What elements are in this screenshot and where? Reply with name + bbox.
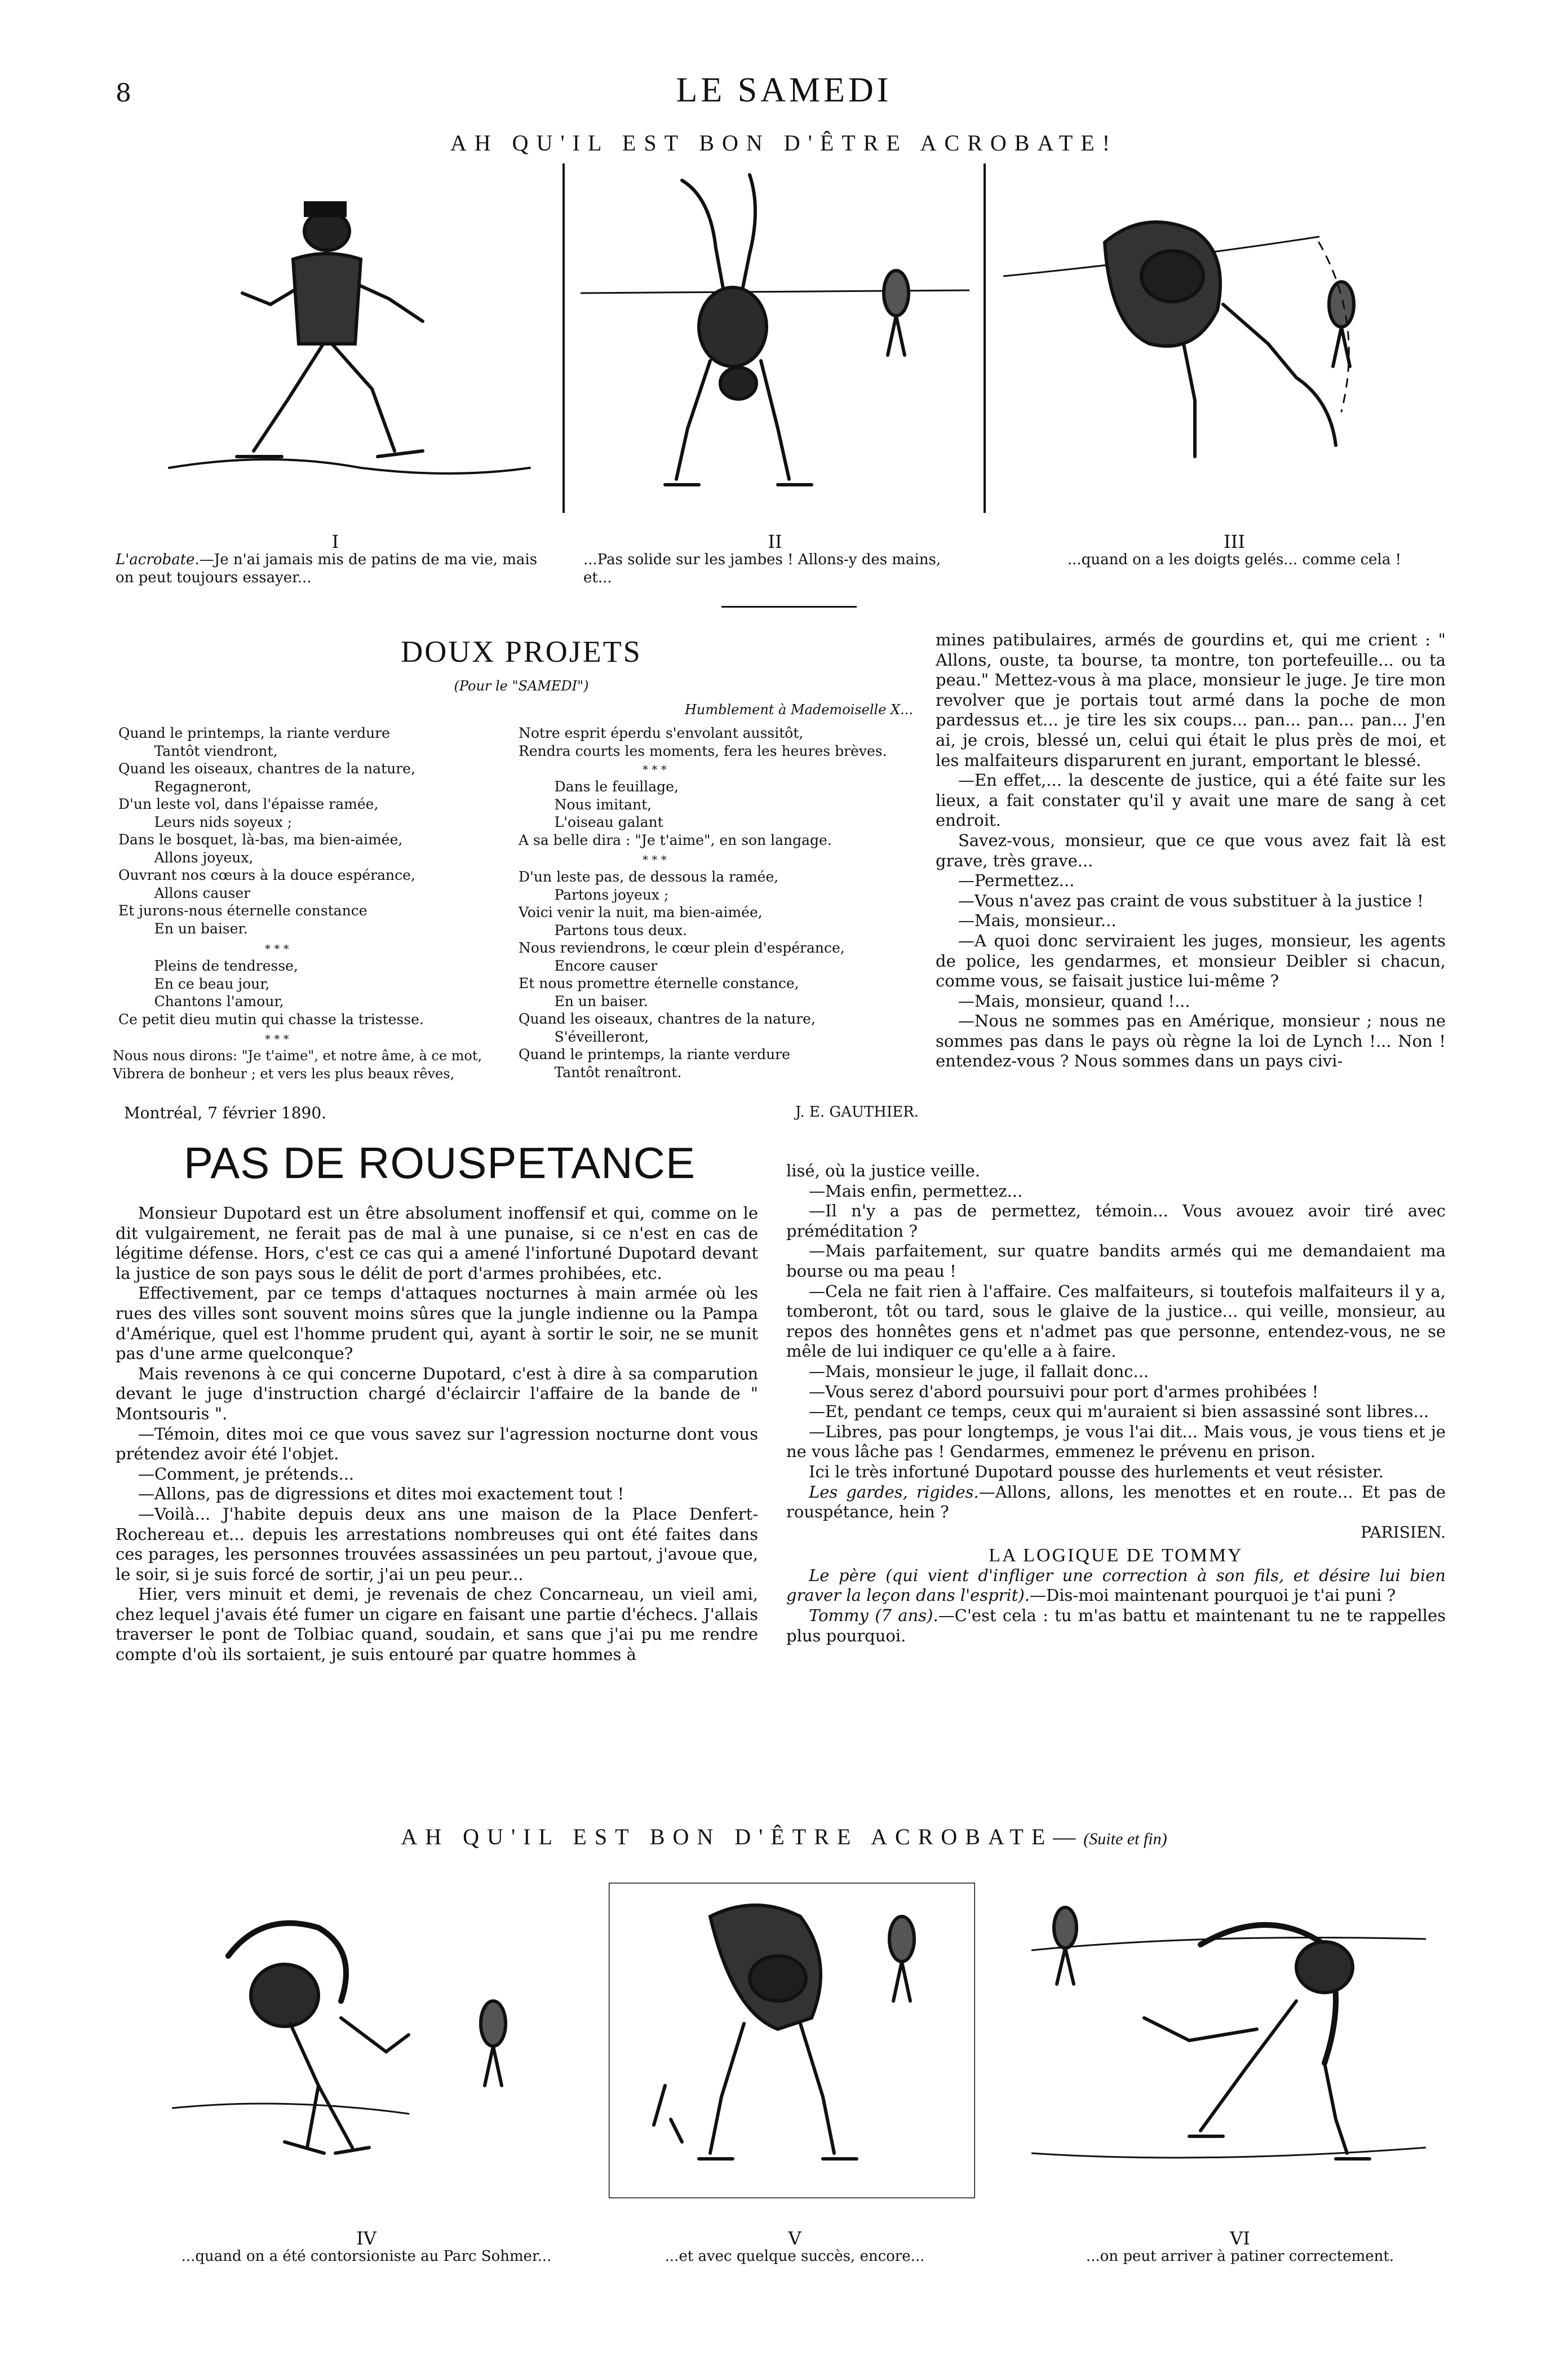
panel-number: V <box>788 2228 801 2249</box>
caption-text: ...Pas solide sur les jambes ! Allons-y des mains, et... <box>583 551 941 586</box>
strip-top-title: AH QU'IL EST BON D'ÊTRE ACROBATE! <box>450 130 1118 156</box>
paragraph: —Nous ne sommes pas en Amérique, monsieur ; nous ne sommes pas dans le pays où règne la loi de Lynch !... Non ! entendez-vous ? Nous sommes dans un pays civi- <box>936 1011 1446 1071</box>
panel-illustration-4 <box>172 1905 561 2198</box>
article-signature: PARISIEN. <box>1361 1522 1446 1542</box>
tommy-line-2 <box>786 1606 1446 1646</box>
poem-subtitle: (Pour le "SAMEDI") <box>454 678 589 694</box>
caption-panel-1 <box>116 533 555 587</box>
poem-place-date: Montréal, 7 février 1890. <box>124 1104 327 1122</box>
caption-panel-4 <box>163 2229 569 2265</box>
stanza-separator: * * * <box>643 853 667 866</box>
caption-panel-6 <box>1037 2229 1443 2265</box>
strip-bottom-title-text: AH QU'IL EST BON D'ÊTRE ACROBATE— <box>401 1824 1084 1849</box>
panel-number: I <box>331 531 339 552</box>
strip-bottom-title-suffix: (Suite et fin) <box>1083 1830 1167 1848</box>
caption-text: ...et avec quelque succès, encore... <box>665 2248 925 2265</box>
masthead: LE SAMEDI <box>676 71 892 109</box>
paragraph: Effectivement, par ce temps d'attaques nocturnes à main armée où les rues des villes sont souvent moins sûres que la jungle indienne ou la Pampa d'Amérique, quel est l'homme prudent qui, ayant à sortir le soir, ne se munit pas d'une arme quelconque? <box>116 1283 758 1363</box>
article-left-column <box>116 1203 758 1665</box>
paragraph: Ici le très infortuné Dupotard pousse des hurlements et veut résister. <box>809 1462 1384 1481</box>
poem-right-stanza-2: Dans le feuillage, Nous imitant, L'oiseau galant A sa belle dira : "Je t'aime", en son langage. <box>519 778 832 848</box>
caption-speaker: L'acrobate. <box>116 551 200 568</box>
paragraph: —Mais, monsieur le juge, il fallait donc... <box>809 1361 1149 1381</box>
caption-panel-5 <box>597 2229 992 2265</box>
paragraph: lisé, où la justice veille. <box>786 1161 981 1180</box>
poem-left-stanza-2: Pleins de tendresse, En ce beau jour, Chantons l'amour, Ce petit dieu mutin qui chasse la tristesse. <box>118 958 424 1028</box>
paragraph: —Témoin, dites moi ce que vous savez sur l'agression nocturne dont vous prétendez avoir été l'objet. <box>116 1424 758 1464</box>
paragraph: —Allons, pas de digressions et dites moi exactement tout ! <box>138 1484 624 1504</box>
strip-bottom-title <box>0 1823 1568 1850</box>
paragraph: —Cela ne fait rien à l'affaire. Ces malfaiteurs, si toutefois malfaiteurs il y a, tomberont, tôt ou tard, sous le glaive de la justice... qui veille, monsieur, au repos des honnêtes gens et n'admet pas que personne, entendez-vous, ne se mêle de lui indiquer ce qu'elle a à faire. <box>786 1281 1446 1361</box>
paragraph: Hier, vers minuit et demi, je revenais de chez Concarneau, un vieil ami, chez lequel j'avais été fumer un cigare en faisant une partie d'échecs. J'allais traverser le pont de Tolbiac quand, soudain, et sans que j'ai pu me rendre compte d'où ils sortaient, je suis entouré par quatre hommes à <box>116 1584 758 1664</box>
final-text: —Allons, allons, les menottes et en route... Et pas de rouspétance, hein ? <box>786 1482 1446 1522</box>
tommy-speaker-1: Le père (qui vient d'infliger une correction à son fils, et désire lui bien graver la leçon dans l'esprit). <box>786 1565 1446 1605</box>
panel-illustration-5 <box>609 1883 975 2198</box>
panel-illustration-1 <box>158 186 541 502</box>
paragraph: —Voilà... J'habite depuis deux ans une maison de la Place Denfert-Rochereau et... depuis les arrestations nombreuses qui ont été faites dans ces parages, les personnes trouvées assassinées un peu partout, j'avoue que, le soir, si je suis forcé de sortir, j'ai un peu peur... <box>116 1504 758 1584</box>
page-number: 8 <box>116 79 131 108</box>
tommy-line-1 <box>786 1566 1446 1606</box>
paragraph: —Vous n'avez pas craint de vous substituer à la justice ! <box>958 891 1424 910</box>
paragraph: —Mais, monsieur... <box>958 911 1117 931</box>
poem-left-stanza-1: Quand le printemps, la riante verdure Tantôt viendront, Quand les oiseaux, chantres de la nature, Regagneront, D'un leste vol, dans l'épaisse ramée, Leurs nids soyeux ; Dans le bosquet, là-bas, ma bien-aimée, Allons joyeux, Ouvrant nos cœurs à la douce espérance, Allons causer Et jurons-nous éternelle constance En un baiser. <box>118 725 415 937</box>
stanza-separator: * * * <box>265 942 289 955</box>
poem-left-stanza-3: Nous nous dirons: "Je t'aime", et notre âme, à ce mot, Vibrera de bonheur ; et vers les plus beaux rêves, <box>113 1048 482 1082</box>
section-divider <box>721 606 857 608</box>
panel-number: III <box>1224 531 1245 552</box>
tommy-text-1: —Dis-moi maintenant pourquoi je t'ai puni ? <box>1029 1586 1396 1605</box>
poem-right-stanza-3: D'un leste pas, de dessous la ramée, Partons joyeux ; Voici venir la nuit, ma bien-aimée, Partons tous deux. Nous reviendrons, le cœur plein d'espérance, Encore causer Et nous promettre éternelle constance, En un baiser. Quand les oiseaux, chantres de la nature, S'éveilleront, Quand le printemps, la riante verdure Tantôt renaîtront. <box>519 869 845 1081</box>
paragraph: —Mais enfin, permettez... <box>809 1181 1023 1201</box>
stanza-separator: * * * <box>643 763 667 776</box>
article-right-column-top <box>936 630 1446 1072</box>
paragraph: —Vous serez d'abord poursuivi pour port d'armes prohibées ! <box>809 1382 1319 1401</box>
panel-divider <box>984 163 986 513</box>
caption-text: ...quand on a été contorsioniste au Parc Sohmer... <box>181 2248 552 2265</box>
tommy-speaker-2: Tommy (7 ans). <box>809 1606 938 1626</box>
caption-text: ...quand on a les doigts gelés... comme cela ! <box>1067 551 1402 568</box>
paragraph: —Il n'y a pas de permettez, témoin... Vous avouez avoir tiré avec préméditation ? <box>786 1201 1446 1241</box>
tommy-text-2: —C'est cela : tu m'as battu et maintenant tu ne te rappelles plus pourquoi. <box>786 1606 1446 1645</box>
paragraph: —En effet,... la descente de justice, qui a été faite sur les lieux, a fait constater qu'il y avait une mare de sang à cet endroit. <box>936 771 1446 830</box>
poem-title: DOUX PROJETS <box>401 635 642 669</box>
panel-illustration-3 <box>1003 175 1409 502</box>
paragraph: —Mais, monsieur, quand !... <box>958 991 1190 1011</box>
panel-number: VI <box>1230 2228 1250 2249</box>
paragraph: mines patibulaires, armés de gourdins et, qui me crient : " Allons, ouste, ta bourse, ta montre, ton portefeuille... ou ta peau." Mettez-vous à ma place, monsieur le juge. Je tire mon revolver que je portais tout armé dans la poche de mon pardessus et... je tire les six coups... pan... pan... pan... J'en ai, je crois, blessé un, celui qui était le plus près de moi, et les malfaiteurs disparurent en jurant, emportant le blessé. <box>936 630 1446 770</box>
paragraph: —Permettez... <box>958 871 1075 891</box>
skater-illustration-icon <box>158 186 541 502</box>
stanza-separator: * * * <box>265 1032 289 1046</box>
paragraph: —Et, pendant ce temps, ceux qui m'auraient si bien assassiné sont libres... <box>809 1402 1429 1422</box>
poem-dedication: Humblement à Mademoiselle X... <box>684 702 913 718</box>
caption-text: ...on peut arriver à patiner correctement. <box>1086 2248 1394 2265</box>
caption-panel-2 <box>583 533 967 587</box>
panel-number: II <box>768 531 782 552</box>
panel-divider <box>562 163 565 513</box>
paragraph: Savez-vous, monsieur, que ce que vous avez fait là est grave, très grave... <box>936 830 1446 870</box>
panel-illustration-2 <box>581 163 969 502</box>
panel-number: IV <box>356 2228 377 2249</box>
article-title: PAS DE ROUSPETANCE <box>184 1138 696 1188</box>
tommy-title: LA LOGIQUE DE TOMMY <box>989 1545 1243 1566</box>
caption-text: —Je n'ai jamais mis de patins de ma vie, mais on peut toujours essayer... <box>116 551 538 586</box>
paragraph: Mais revenons à ce qui concerne Dupotard, c'est à dire à sa comparution devant le juge d'instruction chargé d'éclaircir l'affaire de la bande de " Montsouris ". <box>116 1363 758 1423</box>
paragraph: —Comment, je prétends... <box>138 1464 355 1484</box>
caption-panel-3 <box>1031 533 1437 569</box>
paragraph: —Libres, pas pour longtemps, je vous l'ai dit... Mais vous, je vous tiens et je ne vous lâche pas ! Gendarmes, emmenez le prévenu en prison. <box>786 1422 1446 1462</box>
panel-illustration-6 <box>1031 1883 1426 2198</box>
final-speaker: Les gardes, rigides. <box>809 1482 979 1502</box>
article-right-column-bottom <box>786 1161 1446 1646</box>
paragraph: Monsieur Dupotard est un être absolument inoffensif et qui, comme on le dit vulgairement, ne ferait pas de mal à une punaise, si ce n'est en cas de légitime défense. Hors, c'est ce cas qui a amené l'infortuné Dupotard devant la justice de son pays sous le délit de port d'armes prohibées, etc. <box>116 1203 758 1283</box>
poem-signature: J. E. GAUTHIER. <box>795 1104 919 1121</box>
paragraph: —A quoi donc serviraient les juges, monsieur, les agents de police, les gendarmes, et monsieur Deibler si chacun, comme vous, se faisait justice lui-même ? <box>936 931 1446 991</box>
paragraph: —Mais parfaitement, sur quatre bandits armés qui me demandaient ma bourse ou ma peau ! <box>786 1241 1446 1281</box>
poem-right-stanza-1: Notre esprit éperdu s'envolant aussitôt, Rendra courts les moments, fera les heures brèves. <box>519 725 887 759</box>
paragraph-final <box>786 1482 1446 1522</box>
